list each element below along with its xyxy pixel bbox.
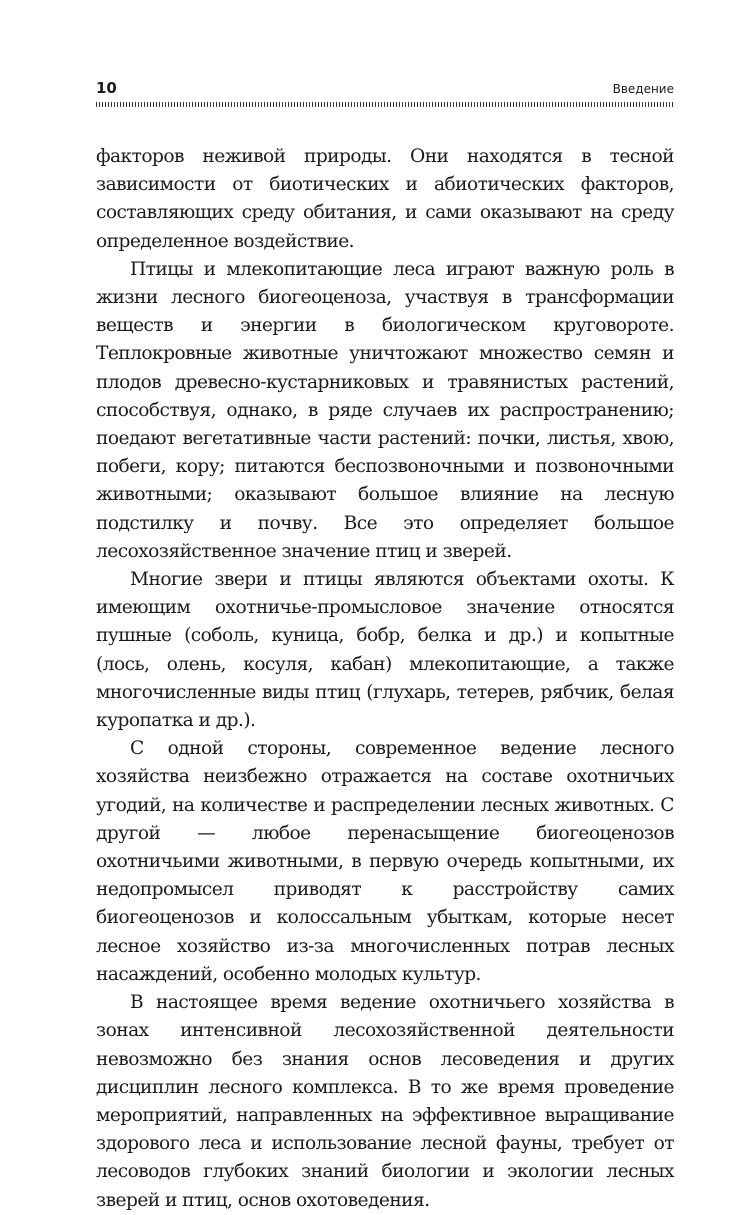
- body-text: [96, 143, 674, 1215]
- paragraph-hunting-objects: Многие звери и птицы являются объектами охоты. К имеющим охотничье-промысловое значение относятся пушные (соболь, куница, бобр, белка и др.) и копытные (лось, олень, косуля, кабан) млекопитающие, а также многочисленные виды птиц (глухарь, тетерев, рябчик, белая куропатка и др.).: [96, 569, 674, 732]
- paragraph-continued: факторов неживой природы. Они находятся в тесной зависимости от биотических и абиотических факторов, составляющих среду обитания, и сами оказывают на среду определенное воздействие.: [96, 146, 674, 252]
- paragraph-forestry-impact: С одной стороны, современное ведение лесного хозяйства неизбежно отражается на составе охотничьих угодий, на количестве и распределении лесных животных. С другой — любое перенасыщение биогеоценозов охотничьими животными, в первую очередь копытными, их недопромысел приводят к расстройству самих биогеоценозов и колоссальным убыткам, которые несет лесное хозяйство из-за многочисленных потрав лесных насаждений, особенно молодых культур.: [96, 738, 674, 985]
- page-header: [96, 78, 674, 102]
- paragraph-modern-management: В настоящее время ведение охотничьего хозяйства в зонах интенсивной лесохозяйственной деятельности невозможно без знания основ лесоведения и других дисциплин лесного комплекса. В то же время проведение мероприятий, направленных на эффективное выращивание здорового леса и использование лесной фауны, требует от лесоводов глубоких знаний биологии и экологии лесных зверей и птиц, основ охотоведения.: [96, 992, 674, 1211]
- page-number: 10: [96, 79, 117, 97]
- running-section-title: Введение: [612, 82, 674, 96]
- header-dotted-rule: [96, 102, 674, 107]
- paragraph-birds-mammals-role: Птицы и млекопитающие леса играют важную роль в жизни лесного биогеоценоза, участвуя в трансформации веществ и энергии в биологическом круговороте. Теплокровные животные уничтожают множество семян и плодов древесно-кустарниковых и травянистых растений, способствуя, однако, в ряде случаев их распространению; поедают вегетативные части растений: почки, листья, хвою, побеги, кору; питаются беспозвоночными и позвоночными животными; оказывают большое влияние на лесную подстилку и почву. Все это определяет большое лесохозяйственное значение птиц и зверей.: [96, 258, 674, 562]
